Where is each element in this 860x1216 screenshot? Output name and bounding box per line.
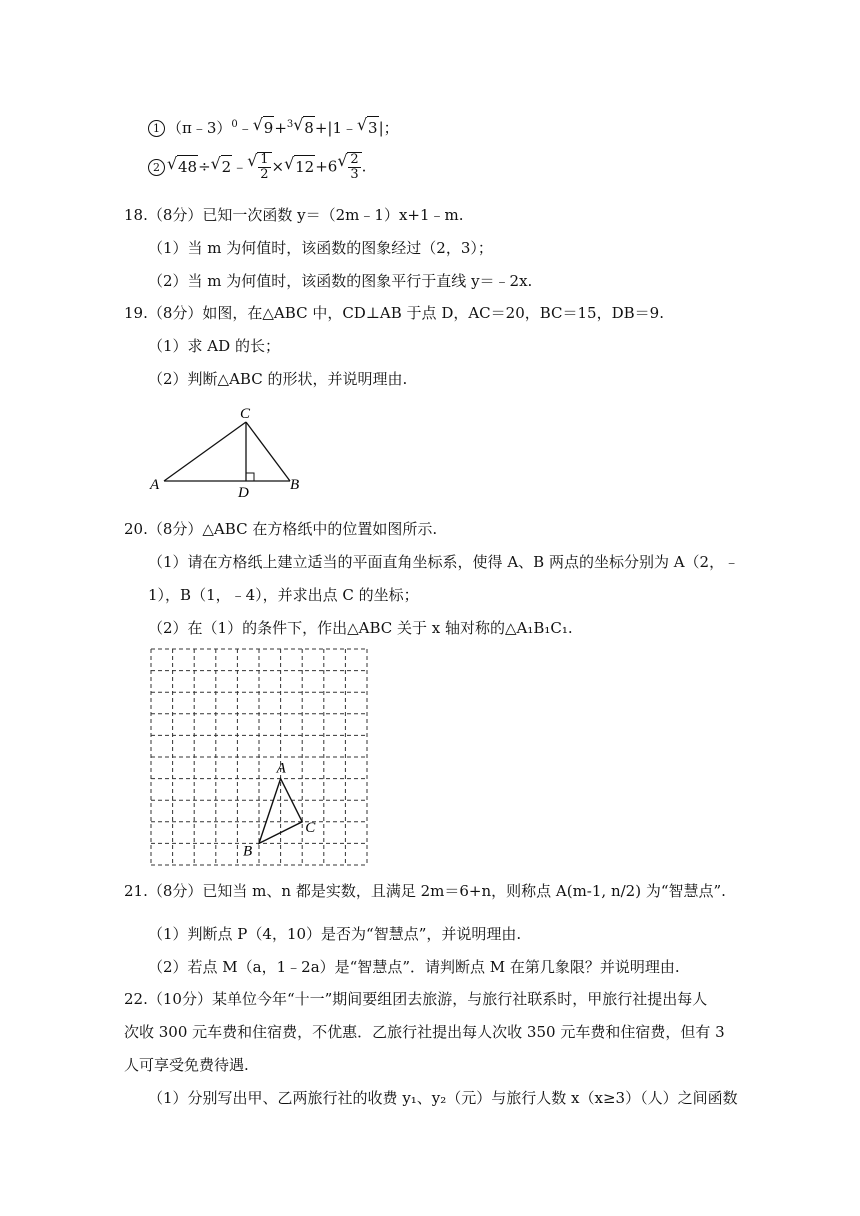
q18-sub2: （2）当 m 为何值时，该函数的图象平行于直线 y＝﹣2x. bbox=[148, 272, 533, 290]
label-D: D bbox=[238, 485, 249, 500]
q20-sub2: （2）在（1）的条件下，作出△ABC 关于 x 轴对称的△A₁B₁C₁. bbox=[148, 619, 573, 637]
segment-BC bbox=[246, 422, 290, 481]
q18-sub1: （1）当 m 为何值时，该函数的图象经过（2，3）； bbox=[148, 239, 493, 257]
p17-item-1: 1 （π﹣3）$^0$﹣√ 9+$^3$√ 8+|1﹣√ 3|； bbox=[148, 114, 399, 139]
circled-number-2: 2 bbox=[148, 159, 165, 176]
q19-sub1: （1）求 AD 的长； bbox=[148, 337, 280, 355]
q21-sub1: （1）判断点 P（4，10）是否为“智慧点”，并说明理由. bbox=[148, 925, 522, 943]
label-A: A bbox=[150, 477, 160, 493]
label-C: C bbox=[240, 406, 251, 422]
q19-stem: 19.（8分）如图，在△ABC 中，CD⊥AB 于点 D，AC＝20，BC＝15，DB＝9. bbox=[124, 304, 664, 322]
circled-number-1: 1 bbox=[148, 120, 165, 137]
q19-sub2: （2）判断△ABC 的形状，并说明理由. bbox=[148, 370, 408, 388]
label-B: B bbox=[290, 477, 300, 493]
q20-sub1-a: （1）请在方格纸上建立适当的平面直角坐标系，使得 A、B 两点的坐标分别为 A（2，﹣ bbox=[148, 553, 740, 571]
grid-label-B: B bbox=[243, 843, 253, 860]
q18-stem: 18.（8分）已知一次函数 y＝（2m﹣1）x+1﹣m. bbox=[124, 206, 464, 224]
grid-label-C: C bbox=[305, 819, 316, 836]
q21-sub2: （2）若点 M（a，1﹣2a）是“智慧点”．请判断点 M 在第几象限？并说明理由. bbox=[148, 958, 680, 976]
q19-triangle-figure bbox=[140, 400, 320, 500]
segment-AC bbox=[164, 422, 246, 481]
q22-sub1: （1）分别写出甲、乙两旅行社的收费 y₁、y₂（元）与旅行人数 x（x≥3）（人）之间函数 bbox=[148, 1089, 738, 1107]
q20-stem: 20.（8分）△ABC 在方格纸中的位置如图所示. bbox=[124, 520, 438, 538]
q22-stem-c: 人可享受免费待遇. bbox=[124, 1056, 249, 1074]
grid-label-A: A bbox=[276, 760, 286, 777]
q21-stem: 21.（8分）已知当 m、n 都是实数，且满足 2m＝6+n，则称点 A(m-1, n/2) 为“智慧点”. bbox=[124, 882, 726, 900]
q20-grid-figure bbox=[145, 645, 375, 870]
q22-stem-a: 22.（10分）某单位今年“十一”期间要组团去旅游，与旅行社联系时，甲旅行社提出每人 bbox=[124, 990, 708, 1008]
q20-sub1-b: 1），B（1，﹣4），并求出点 C 的坐标； bbox=[148, 586, 419, 604]
p17-item-2: 2√ 48÷√ 2﹣ √ $\frac{1}{2}$ ×√ 12+6 √ $\frac{2}{3}$ . bbox=[148, 152, 366, 182]
q22-stem-b: 次收 300 元车费和住宿费，不优惠．乙旅行社提出每人次收 350 元车费和住宿费，但有 3 bbox=[124, 1023, 725, 1041]
right-angle-mark bbox=[246, 473, 254, 481]
